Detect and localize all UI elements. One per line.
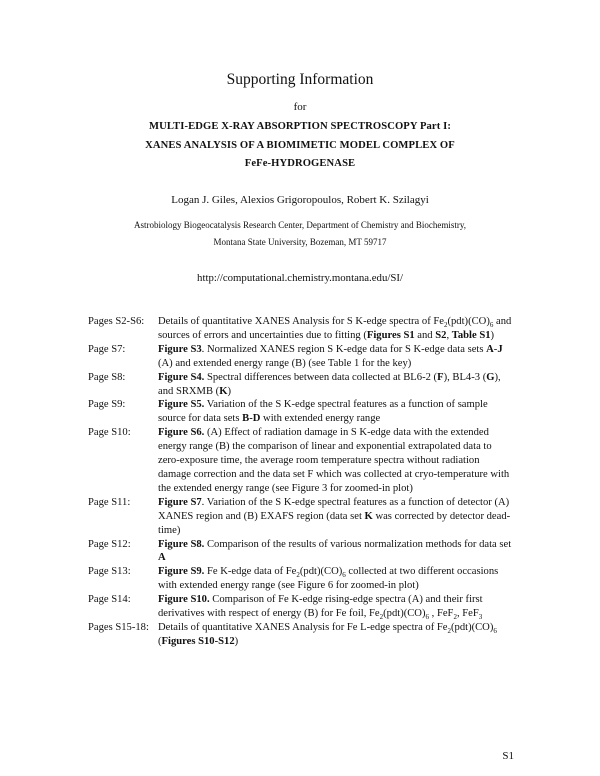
authors: Logan J. Giles, Alexios Grigoropoulos, Robert K. Szilagyi (171, 194, 429, 206)
entry-description (158, 426, 513, 496)
bold-text: Table S1 (451, 329, 491, 341)
bold-text: Figure S4. (158, 371, 205, 383)
text: (pdt)(CO) (447, 316, 490, 327)
contents-entry (88, 315, 528, 343)
bold-text: Figure S3 (158, 343, 202, 355)
entry-pages: Page S12: (88, 538, 131, 550)
entry-pages: Page S9: (88, 399, 126, 411)
entry-pages: Pages S15-18: (88, 621, 149, 633)
text: (pdt)(CO) (299, 566, 343, 578)
page-number: S1 (502, 750, 514, 762)
text: Fe K-edge data of Fe (204, 566, 297, 578)
entry-pages: Page S10: (88, 427, 131, 439)
text: ( (158, 635, 162, 647)
subscript: 2 (296, 571, 300, 580)
affiliation-line-2: Montana State University, Bozeman, MT 59717 (213, 237, 387, 247)
text: (A) and extended energy range (B) (see Table 1 for the key) (158, 357, 412, 369)
text: (pdt)(CO) (451, 621, 494, 633)
text: Details of quantitative XANES Analysis for S K-edge spectra of (158, 316, 434, 327)
bold-text: S2 (435, 329, 447, 341)
text: , FeF (456, 608, 479, 620)
text: (pdt)(CO) (383, 608, 426, 620)
text: . Normalized XANES region S K-edge data for S K-edge data sets (201, 343, 487, 355)
contents-list (88, 315, 528, 649)
subscript: 6 (425, 613, 429, 622)
bold-text: J (497, 343, 503, 355)
paper-heading-line-2: XANES ANALYSIS OF A BIOMIMETIC MODEL COMPLEX OF (145, 140, 455, 151)
bold-text: K (219, 385, 228, 397)
bold-text: G (486, 371, 495, 383)
entry-description (158, 371, 513, 399)
text: Comparison of Fe K-edge rising-edge spectra (A) and their first derivatives with respect of energy (B) for Fe foil, Fe (158, 594, 483, 620)
website-url: http://computational.chemistry.montana.edu/SI/ (197, 272, 403, 284)
entry-pages: Page S8: (88, 371, 126, 383)
subscript: 2 (447, 627, 451, 636)
text: ), BL4-3 ( (443, 371, 487, 383)
text: - (493, 343, 498, 355)
entry-description (158, 621, 513, 649)
entry-description (158, 593, 513, 621)
text: , (446, 329, 452, 341)
text: with extended energy range (260, 413, 381, 425)
contents-entry (88, 621, 528, 649)
subscript: 2 (453, 613, 457, 622)
bold-text: K (364, 510, 373, 522)
contents-entry (88, 565, 528, 593)
subscript: 3 (478, 613, 483, 622)
text: ) (234, 635, 239, 647)
entry-description (158, 565, 513, 593)
for-label: for (293, 101, 307, 113)
entry-description (158, 496, 513, 538)
bold-text: Figure S8. (158, 538, 205, 550)
text: collected at two different occasions with extended energy range (see Figure 6 for zoomed-in plot) (158, 566, 499, 592)
entry-pages: Page S13: (88, 566, 131, 578)
bold-text: A (158, 552, 166, 564)
subscript: 6 (342, 571, 346, 580)
text: and sources of errors and uncertainties due to fitting ( (158, 316, 512, 341)
entry-pages: Page S14: (88, 594, 131, 606)
entry-description (158, 315, 513, 343)
text: ), and SRXMB ( (158, 371, 501, 397)
paper-heading-line-1: MULTI-EDGE X-RAY ABSORPTION SPECTROSCOPY Part I: (149, 121, 451, 132)
entry-pages: Pages S2-S6: (88, 316, 145, 327)
entry-description (158, 538, 513, 566)
affiliation-line-1: Astrobiology Biogeocatalysis Research Center, Department of Chemistry and Biochemistry, (134, 220, 466, 230)
subscript: 2 (443, 321, 448, 330)
entry-pages: Page S11: (88, 496, 131, 508)
text: ) (227, 385, 231, 397)
subscript: 6 (493, 627, 497, 636)
text: Fe (433, 316, 444, 327)
contents-entry (88, 398, 528, 426)
contents-entry (88, 496, 528, 538)
text: and (414, 329, 436, 341)
bold-text: Figures S1 (366, 329, 415, 341)
text: Spectral differences between data collected at BL6-2 ( (204, 371, 438, 383)
bold-text: Figure S6. (158, 427, 205, 439)
bold-text: Figure S9. (158, 566, 205, 578)
text: , FeF (429, 608, 454, 620)
subscript: 2 (379, 613, 384, 622)
entry-pages: Page S7: (88, 343, 126, 355)
contents-entry (88, 538, 528, 566)
text: ) (490, 329, 495, 341)
paper-heading-line-3: FeFe-HYDROGENASE (244, 158, 356, 169)
contents-entry (88, 426, 528, 496)
bold-text: Figure S7 (158, 496, 202, 508)
subscript: 6 (489, 321, 494, 330)
text: Comparison of the results of various normalization methods for data set (204, 538, 512, 550)
text: was corrected by detector dead-time) (158, 510, 511, 536)
contents-entry (88, 371, 528, 399)
text: Details of quantitative XANES Analysis for Fe L-edge spectra of Fe (158, 621, 448, 633)
text: . Variation of the S K-edge spectral features as a function of detector (A) XANES region and (B) EXAFS region (data set (158, 496, 510, 522)
text: (A) Effect of radiation damage in S K-edge data with the extended energy range (B) the comparison of linear and exponential extrapolated data to zero-exposure time, the average room temperature spectra without radiation damage correction and the data set F which was collected at cryo-temperature with the extended energy range (see Figure 3 for zoomed-in plot) (158, 427, 510, 494)
entry-description (158, 398, 513, 426)
bold-text: Figure S5. (158, 399, 205, 411)
contents-entry (88, 593, 528, 621)
entry-description (158, 343, 513, 371)
text: Variation of the S K-edge spectral features as a function of sample source for data sets (158, 399, 488, 425)
bold-text: B-D (242, 413, 261, 425)
bold-text: Figures S10-S12 (161, 635, 235, 647)
bold-text: F (437, 371, 444, 383)
bold-text: Figure S10. (158, 594, 210, 606)
bold-text: A (486, 343, 494, 355)
page-title: Supporting Information (226, 71, 374, 88)
contents-entry (88, 343, 528, 371)
